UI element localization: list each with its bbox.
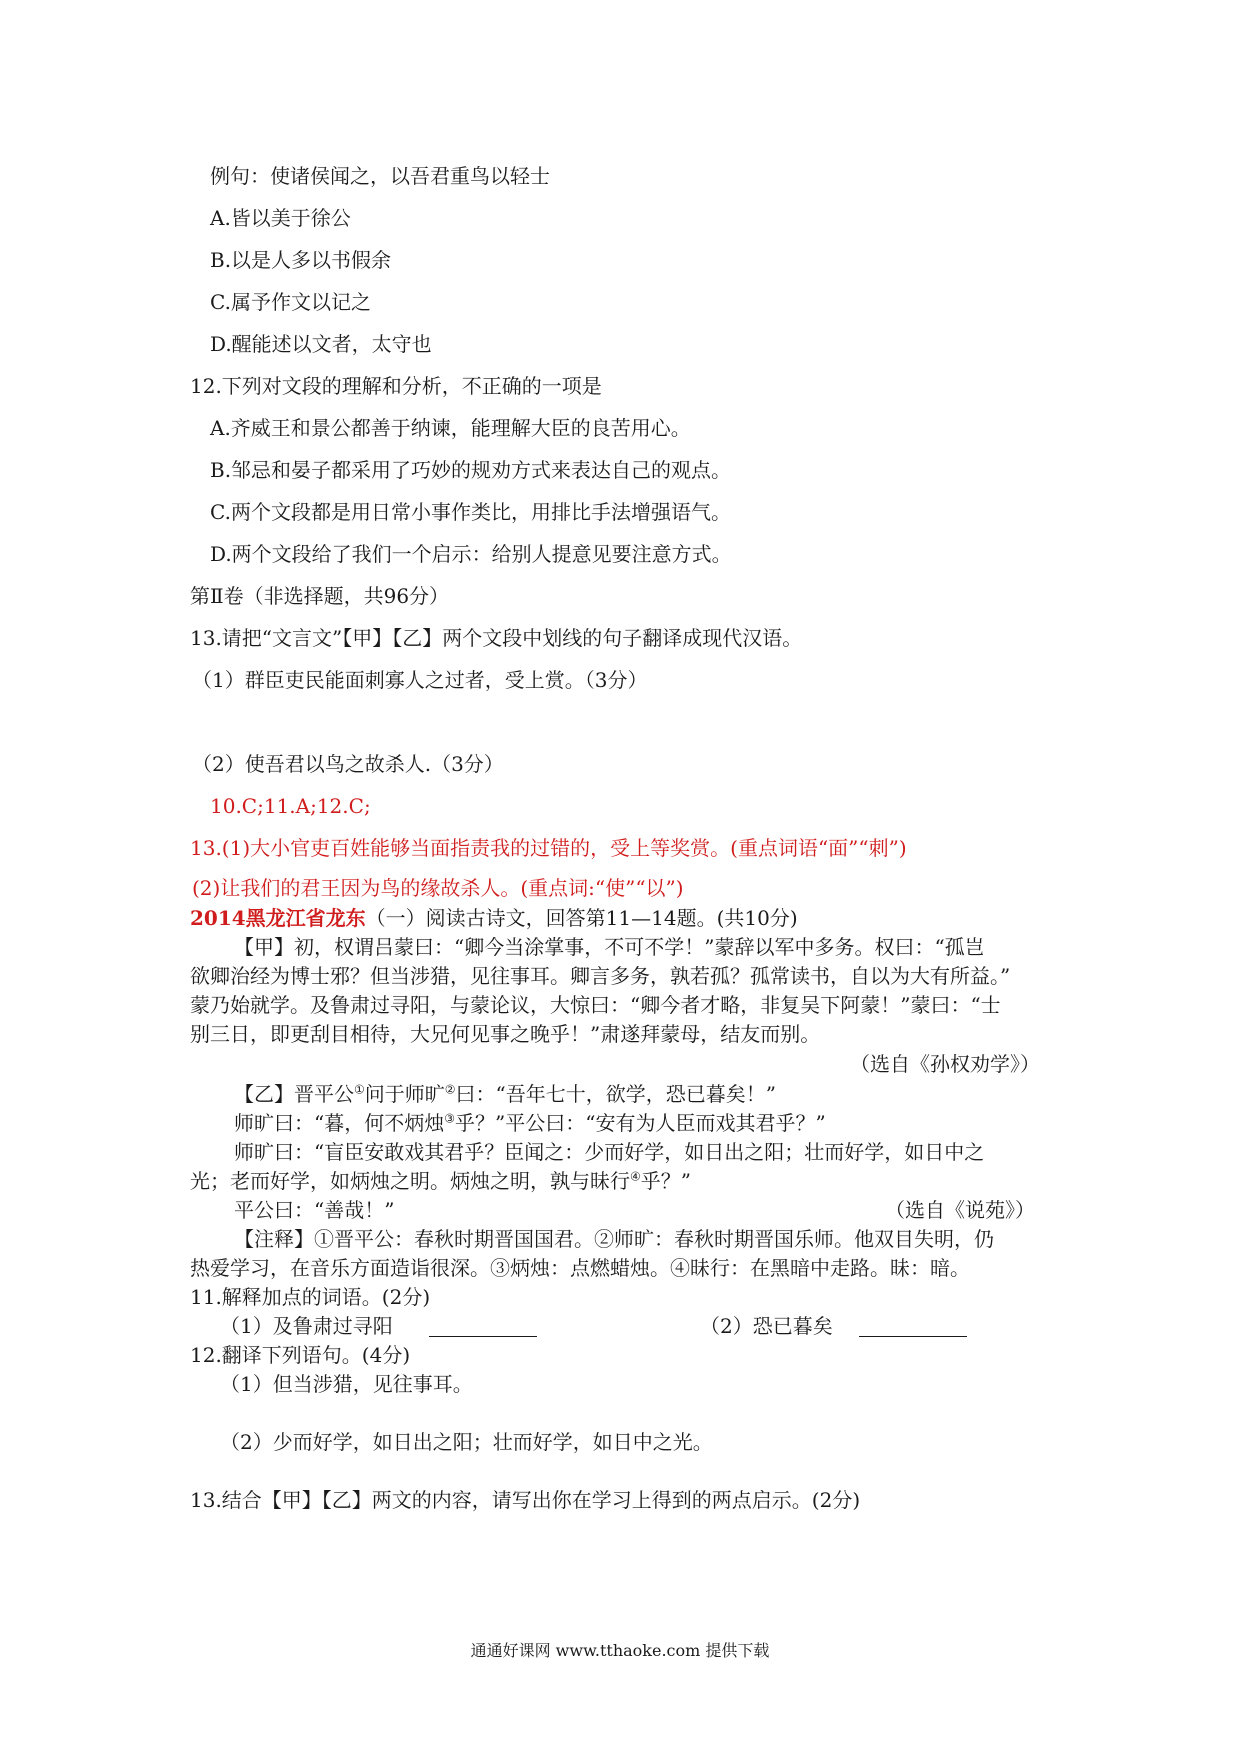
q12-option-d: D.两个文段给了我们一个启示：给别人提意见要注意方式。 <box>210 542 732 566</box>
passage-jia-line-2: 欲卿治经为博士邪？但当涉猎，见往事耳。卿言多务，孰若孤？孤常读书，自以为大有所益。” <box>190 964 1011 988</box>
q12-option-c: C.两个文段都是用日常小事作类比，用排比手法增强语气。 <box>210 500 731 524</box>
answer-blank-2[interactable] <box>859 1316 967 1337</box>
b-q12-item-1: （1）但当涉猎，见往事耳。 <box>220 1372 473 1396</box>
answer-line-3: (2)让我们的君王因为鸟的缘故杀人。(重点词:“使”“以”) <box>192 876 684 900</box>
b-q11-item-2 <box>700 1312 967 1340</box>
passage-jia-line-1: 【甲】初，权谓吕蒙曰：“卿今当涂掌事，不可不学！”蒙辞以军中多务。权曰：“孤岂 <box>234 935 985 959</box>
passage-yi-line-4 <box>190 1167 691 1195</box>
passage-yi-text: 问于师旷 <box>364 1082 445 1106</box>
q12-stem: 12.下列对文段的理解和分析，不正确的一项是 <box>190 374 602 398</box>
passage-yi-line-1 <box>234 1080 776 1108</box>
passage-yi-text: 曰：“吾年七十，欲学，恐已暮矣！” <box>455 1082 776 1106</box>
section2-title: 第Ⅱ卷（非选择题，共96分） <box>190 584 450 608</box>
footnote-marker-2: ② <box>444 1082 456 1097</box>
passage-yi-text: 光；老而好学，如炳烛之明。炳烛之明，孰与昧行 <box>190 1169 630 1193</box>
passage-yi-line-2 <box>234 1109 826 1137</box>
q13-sentence-2: （2）使吾君以鸟之故杀人.（3分） <box>192 752 504 776</box>
passage-yi-source: （选自《说苑》） <box>885 1198 1035 1222</box>
section-heading <box>190 904 798 932</box>
footnote-marker-4: ④ <box>630 1169 641 1184</box>
passage-yi-text: 师旷曰：“暮，何不炳烛 <box>234 1111 445 1135</box>
q11-option-b: B.以是人多以书假余 <box>210 248 392 272</box>
passage-jia-source: （选自《孙权劝学》） <box>850 1052 1040 1076</box>
answer-line-2: 13.(1)大小官吏百姓能够当面指责我的过错的，受上等奖赏。(重点词语“面”“刺”) <box>190 836 907 860</box>
section-heading-region: 2014黑龙江省龙东 <box>190 906 366 930</box>
b-q13-stem: 13.结合【甲】【乙】两文的内容，请写出你在学习上得到的两点启示。(2分) <box>190 1488 861 1512</box>
b-q11-item-2-text: （2）恐已暮矣 <box>700 1314 833 1338</box>
passage-jia-line-3: 蒙乃始就学。及鲁肃过寻阳，与蒙论议，大惊曰：“卿今者才略，非复吴下阿蒙！”蒙曰：“士 <box>190 993 1001 1017</box>
b-q12-item-2: （2）少而好学，如日出之阳；壮而好学，如日中之光。 <box>220 1430 713 1454</box>
passage-yi-line-5: 平公曰：“善哉！” <box>234 1198 395 1222</box>
b-q11-item-1 <box>220 1312 537 1340</box>
answer-line-1: 10.C;11.A;12.C; <box>210 794 371 818</box>
q11-option-d: D.醒能述以文者，太守也 <box>210 332 432 356</box>
answer-blank-1[interactable] <box>429 1316 537 1337</box>
q11-option-c: C.属予作文以记之 <box>210 290 371 314</box>
footnote-marker-3: ③ <box>444 1111 455 1126</box>
q13-stem: 13.请把“文言文”【甲】【乙】两个文段中划线的句子翻译成现代汉语。 <box>190 626 803 650</box>
passage-yi-text: 【乙】晋平公 <box>234 1082 354 1106</box>
footnote-marker-1: ① <box>354 1082 365 1097</box>
notes-line-2: 热爱学习，在音乐方面造诣很深。③炳烛：点燃蜡烛。④昧行：在黑暗中走路。昧：暗。 <box>190 1256 970 1280</box>
passage-yi-line-3: 师旷曰：“盲臣安敢戏其君乎？臣闻之：少而好学，如日出之阳；壮而好学，如日中之 <box>234 1140 985 1164</box>
q13-sentence-1: （1）群臣吏民能面刺寡人之过者，受上赏。（3分） <box>192 668 648 692</box>
q11-example: 例句：使诸侯闻之，以吾君重鸟以轻士 <box>210 164 550 188</box>
b-q11-item-1-text: （1）及鲁肃过寻阳 <box>220 1314 393 1338</box>
b-q11-stem: 11.解释加点的词语。(2分) <box>190 1285 431 1309</box>
q12-option-b: B.邹忌和晏子都采用了巧妙的规劝方式来表达自己的观点。 <box>210 458 732 482</box>
passage-yi-text: 乎？”平公曰：“安有为人臣而戏其君乎？” <box>455 1111 826 1135</box>
b-q12-stem: 12.翻译下列语句。(4分) <box>190 1343 411 1367</box>
passage-yi-text: 乎？” <box>640 1169 691 1193</box>
notes-line-1: 【注释】①晋平公：春秋时期晋国国君。②师旷：春秋时期晋国乐师。他双目失明，仍 <box>234 1227 994 1251</box>
section-heading-instructions: （一）阅读古诗文，回答第11—14题。(共10分) <box>365 906 798 930</box>
page-footer: 通通好课网 www.tthaoke.com 提供下载 <box>470 1641 770 1660</box>
q12-option-a: A.齐威王和景公都善于纳谏，能理解大臣的良苦用心。 <box>210 416 691 440</box>
q11-option-a: A.皆以美于徐公 <box>210 206 351 230</box>
passage-jia-line-4: 别三日，即更刮目相待，大兄何见事之晚乎！”肃遂拜蒙母，结友而别。 <box>190 1022 821 1046</box>
